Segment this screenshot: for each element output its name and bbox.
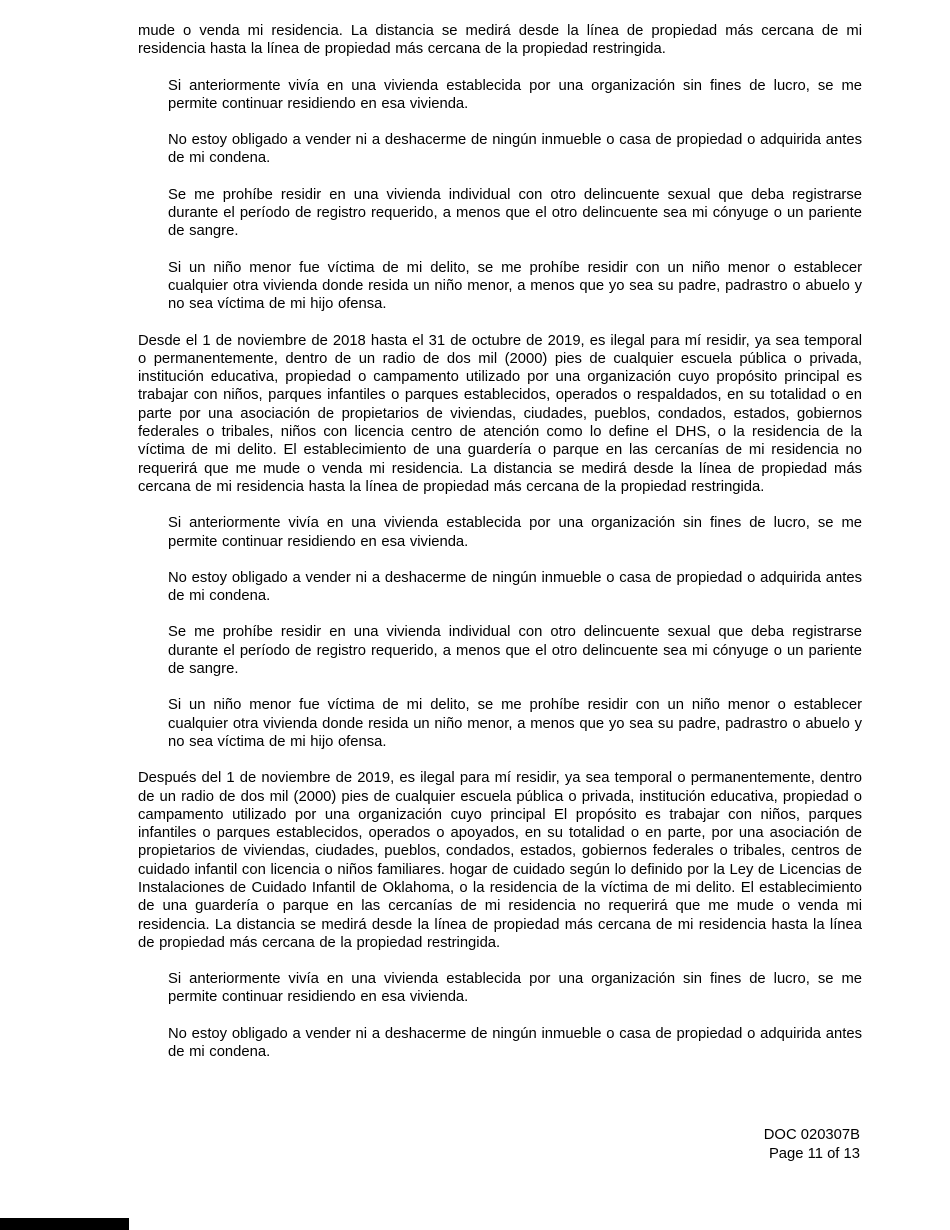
paragraph: Si un niño menor fue víctima de mi delito, se me prohíbe residir con un niño menor o establecer cualquier otra vivienda donde resida un niño menor, a menos que yo sea su padre, padrastro o abuelo y no sea víctima de mi hijo ofensa.: [168, 259, 862, 313]
paragraph: Si anteriormente vivía en una vivienda establecida por una organización sin fines de lucro, se me permite continuar residiendo en esa vivienda.: [168, 77, 862, 112]
paragraph: Si un niño menor fue víctima de mi delito, se me prohíbe residir con un niño menor o establecer cualquier otra vivienda donde resida un niño menor, a menos que yo sea su padre, padrastro o abuelo y no sea víctima de mi hijo ofensa.: [168, 697, 862, 750]
scan-artifact-bar: [0, 1218, 129, 1230]
doc-number: DOC 020307B: [763, 1127, 860, 1143]
paragraph: No estoy obligado a vender ni a deshacerme de ningún inmueble o casa de propiedad o adquirida antes de mi condena.: [168, 1025, 862, 1061]
paragraph: No estoy obligado a vender ni a deshacerme de ningún inmueble o casa de propiedad o adquirida antes de mi condena.: [168, 132, 862, 167]
paragraph: Si anteriormente vivía en una vivienda establecida por una organización sin fines de lucro, se me permite continuar residiendo en esa vivienda.: [168, 971, 862, 1006]
paragraph: Después del 1 de noviembre de 2019, es ilegal para mí residir, ya sea temporal o permanentemente, dentro de un radio de dos mil (2000) pies de cualquier escuela pública o privada, institución educativa, propiedad o campamento utilizado por una organización cuyo principal El propósito es trabajar con niños, parques infantiles o parques establecidos, operados o apoyados, en su totalidad o en parte, por una asociación de propietarios de viviendas, ciudades, pueblos, condados, estados, gobiernos federales o tribales, centros de cuidado infantil con licencia o niños familiares. hogar de cuidado según lo definido por la Ley de Licencias de Instalaciones de Cuidado Infantil de Oklahoma, o la residencia de la víctima de mi delito. El establecimiento de una guardería o parque en las cercanías de mi residencia no requerirá que me mude o venda mi residencia. La distancia se medirá desde la línea de propiedad más cercana de mi residencia hasta la línea de propiedad más cercana de la propiedad restringida.: [138, 770, 862, 951]
paragraph: Desde el 1 de noviembre de 2018 hasta el 31 de octubre de 2019, es ilegal para mí residir, ya sea temporal o permanentemente, dentro de un radio de dos mil (2000) pies de cualquier escuela pública o privada, institución educativa, propiedad o campamento utilizado por una organización cuyo propósito principal es trabajar con niños, parques infantiles o parques establecidos, operados o respaldados, en su totalidad o en parte por una asociación de propietarios de viviendas, ciudades, pueblos, condados, estados, gobiernos federales o tribales, niños con licencia centro de atención como lo define el DHS, o la residencia de la víctima de mi delito. El establecimiento de una guardería o parque en las cercanías de mi residencia no requerirá que me mude o venda mi residencia. La distancia se medirá desde la línea de propiedad más cercana de mi residencia hasta la línea de propiedad más cercana de la propiedad restringida.: [138, 332, 862, 495]
paragraph: No estoy obligado a vender ni a deshacerme de ningún inmueble o casa de propiedad o adquirida antes de mi condena.: [168, 569, 862, 605]
paragraph: Se me prohíbe residir en una vivienda individual con otro delincuente sexual que deba registrarse durante el período de registro requerido, a menos que el otro delincuente sea mi cónyuge o un pariente de sangre.: [168, 186, 862, 240]
paragraph: Se me prohíbe residir en una vivienda individual con otro delincuente sexual que deba registrarse durante el período de registro requerido, a menos que el otro delincuente sea mi cónyuge o un pariente de sangre.: [168, 624, 862, 678]
paragraph: Si anteriormente vivía en una vivienda establecida por una organización sin fines de lucro, se me permite continuar residiendo en esa vivienda.: [168, 515, 862, 550]
page-number-label: Page 11 of 13: [768, 1146, 860, 1162]
page-footer: [764, 1126, 860, 1164]
paragraph: mude o venda mi residencia. La distancia se medirá desde la línea de propiedad más cercana de mi residencia hasta la línea de propiedad más cercana de la propiedad restringida.: [138, 23, 862, 58]
document-body: [138, 22, 862, 1079]
